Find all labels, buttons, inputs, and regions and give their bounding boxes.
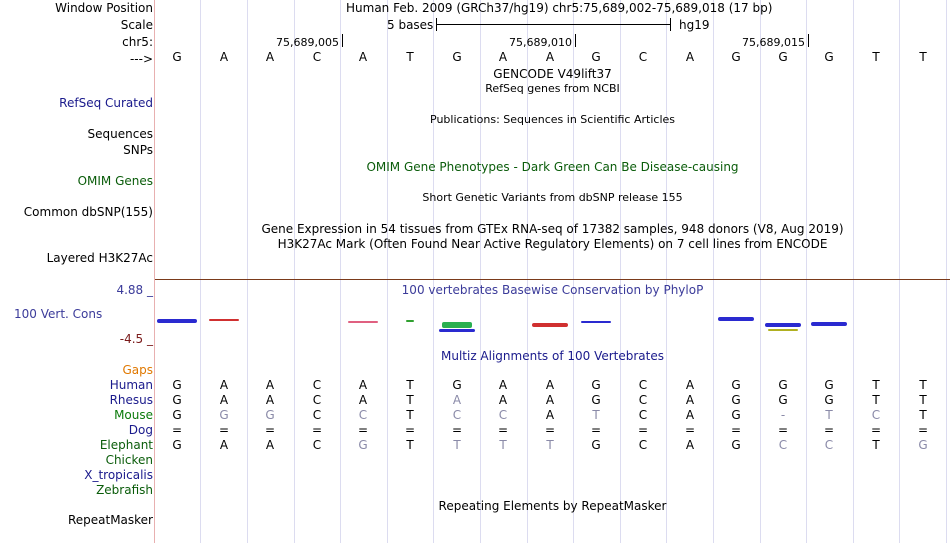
alignment-base: T [406,378,414,392]
alignment-base: G [731,408,741,422]
alignment-base: C [638,408,648,422]
alignment-base: G [731,393,741,407]
alignment-base: G [591,438,601,452]
multiz-track-title: Multiz Alignments of 100 Vertebrates [440,349,665,363]
cons-glyph [581,321,611,323]
reference-base: G [731,50,741,64]
alignment-base: G [591,378,601,392]
species-label-chicken[interactable]: Chicken [105,453,153,467]
omim-track-label[interactable]: OMIM Genes [77,174,153,188]
window-position-label: Window Position [55,1,153,15]
alignment-base: T [825,408,833,422]
alignment-base: A [685,378,695,392]
alignment-base: A [358,378,368,392]
cons-min-label: -4.5 _ [119,332,153,346]
species-label-elephant[interactable]: Elephant [99,438,153,452]
alignment-base: C [312,393,322,407]
alignment-base: A [685,438,695,452]
alignment-base: C [452,408,462,422]
scale-text: 5 bases [387,18,434,32]
refseq-track-label[interactable]: RefSeq Curated [59,96,153,110]
alignment-base: G [731,378,741,392]
alignment-base: A [265,378,275,392]
alignment-base: C [312,438,322,452]
ruler-position-1: 75,689,005 [276,36,339,49]
alignment-base: T [406,408,414,422]
alignment-base: A [358,393,368,407]
alignment-base: A [498,378,508,392]
alignment-base: G [918,438,928,452]
alignment-base: T [546,438,554,452]
cons-glyph [811,322,847,326]
alignment-base: = [544,423,556,437]
cons-glyph [439,329,475,332]
alignment-base: A [219,393,229,407]
cons-track-title: 100 vertebrates Basewise Conservation by PhyloP [401,283,704,297]
reference-base: G [591,50,601,64]
reference-base: A [498,50,508,64]
alignment-base: C [498,408,508,422]
alignment-base: T [872,378,880,392]
reference-base: T [919,50,927,64]
reference-base: A [358,50,368,64]
alignment-base: G [265,408,275,422]
alignment-base: C [312,408,322,422]
alignment-base: = [777,423,789,437]
alignment-base: = [497,423,509,437]
alignment-base: C [638,438,648,452]
reference-base: A [265,50,275,64]
alignment-base: A [545,393,555,407]
reference-base: G [172,50,182,64]
cons-glyph [765,323,801,327]
window-position-value[interactable]: Human Feb. 2009 (GRCh37/hg19) chr5:75,689,002-75,689,018 (17 bp) [346,1,773,15]
alignment-base: = [357,423,369,437]
refseq-track-subtitle: RefSeq genes from NCBI [485,82,620,95]
scale-bar [436,18,671,31]
cons-glyph [532,323,568,327]
alignment-base: A [545,408,555,422]
snps-track-label[interactable]: SNPs [123,143,153,157]
alignment-base: G [172,378,182,392]
reference-base: A [685,50,695,64]
alignment-base: = [218,423,230,437]
alignment-base: = [823,423,835,437]
alignment-base: G [172,393,182,407]
dbsnp-track-title: Short Genetic Variants from dbSNP release 155 [422,191,683,204]
alignment-base: A [452,393,462,407]
ruler-position-2: 75,689,010 [509,36,572,49]
alignment-base: G [452,378,462,392]
reference-base: C [312,50,322,64]
alignment-base: A [498,393,508,407]
species-label-human[interactable]: Human [109,378,153,392]
species-label-rhesus[interactable]: Rhesus [109,393,153,407]
chrom-label: chr5: [122,35,153,49]
alignment-base: G [172,408,182,422]
species-label-dog[interactable]: Dog [128,423,153,437]
h3k27-track-label[interactable]: Layered H3K27Ac [46,251,153,265]
alignment-base: G [172,438,182,452]
ruler-position-3: 75,689,015 [742,36,805,49]
cons-track-label[interactable]: 100 Vert. Cons [14,307,103,321]
alignment-base: A [545,378,555,392]
alignment-base: = [684,423,696,437]
assembly-label: hg19 [679,18,710,32]
alignment-base: T [592,408,600,422]
species-label-mouse[interactable]: Mouse [114,408,153,422]
alignment-base: C [824,438,834,452]
reference-base: G [778,50,788,64]
dbsnp-track-label[interactable]: Common dbSNP(155) [23,205,153,219]
alignment-base: A [265,438,275,452]
alignment-base: = [264,423,276,437]
alignment-base: T [919,378,927,392]
alignment-base: T [499,438,507,452]
alignment-base: G [824,378,834,392]
alignment-base: T [453,438,461,452]
sequences-track-label[interactable]: Sequences [87,127,153,141]
alignment-base: C [638,378,648,392]
alignment-base: T [919,393,927,407]
strand-label: ---> [129,52,153,66]
reference-base: T [872,50,880,64]
alignment-base: A [685,408,695,422]
h3k27-track-title: H3K27Ac Mark (Often Found Near Active Regulatory Elements) on 7 cell lines from ENCODE [277,237,828,251]
scale-label: Scale [120,18,153,32]
alignment-base: = [404,423,416,437]
species-label-x_tropicalis[interactable]: X_tropicalis [84,468,153,482]
cons-glyph [442,322,472,328]
alignment-base: T [872,438,880,452]
cons-glyph [157,319,197,323]
alignment-base: A [219,438,229,452]
gaps-label[interactable]: Gaps [122,363,153,377]
alignment-base: T [872,393,880,407]
omim-track-title: OMIM Gene Phenotypes - Dark Green Can Be Disease-causing [366,160,739,174]
gencode-track-title[interactable]: GENCODE V49lift37 [493,67,612,81]
alignment-base: = [917,423,929,437]
alignment-base: C [358,408,368,422]
alignment-base: - [780,408,786,422]
alignment-base: G [824,393,834,407]
repeat-track-label[interactable]: RepeatMasker [67,513,153,527]
alignment-base: G [778,378,788,392]
reference-base: A [219,50,229,64]
alignment-base: = [637,423,649,437]
alignment-base: C [312,378,322,392]
alignment-base: C [638,393,648,407]
repeat-track-title: Repeating Elements by RepeatMasker [438,499,667,513]
cons-glyph [768,329,798,331]
alignment-base: T [406,393,414,407]
alignment-base: C [778,438,788,452]
reference-base: G [452,50,462,64]
cons-glyph [718,317,754,321]
cons-glyph [406,320,414,322]
track-divider [155,279,950,280]
alignment-base: = [870,423,882,437]
publications-track-title: Publications: Sequences in Scientific Articles [430,113,675,126]
alignment-base: A [685,393,695,407]
alignment-base: A [219,378,229,392]
alignment-base: = [730,423,742,437]
reference-base: A [545,50,555,64]
alignment-base: = [171,423,183,437]
reference-base: T [406,50,414,64]
alignment-base: T [919,408,927,422]
reference-base: G [824,50,834,64]
alignment-base: = [311,423,323,437]
alignment-base: G [591,393,601,407]
alignment-base: G [778,393,788,407]
alignment-base: G [731,438,741,452]
alignment-base: = [590,423,602,437]
alignment-base: A [265,393,275,407]
gtex-track-title: Gene Expression in 54 tissues from GTEx RNA-seq of 17382 samples, 948 donors (V8, Aug 2019) [261,222,844,236]
cons-max-label: 4.88 _ [116,283,153,297]
alignment-base: G [358,438,368,452]
alignment-base: G [219,408,229,422]
species-label-zebrafish[interactable]: Zebrafish [96,483,153,497]
alignment-base: = [451,423,463,437]
alignment-base: T [406,438,414,452]
reference-base: C [638,50,648,64]
cons-glyph [209,319,239,321]
alignment-base: C [871,408,881,422]
cons-glyph [348,321,378,323]
